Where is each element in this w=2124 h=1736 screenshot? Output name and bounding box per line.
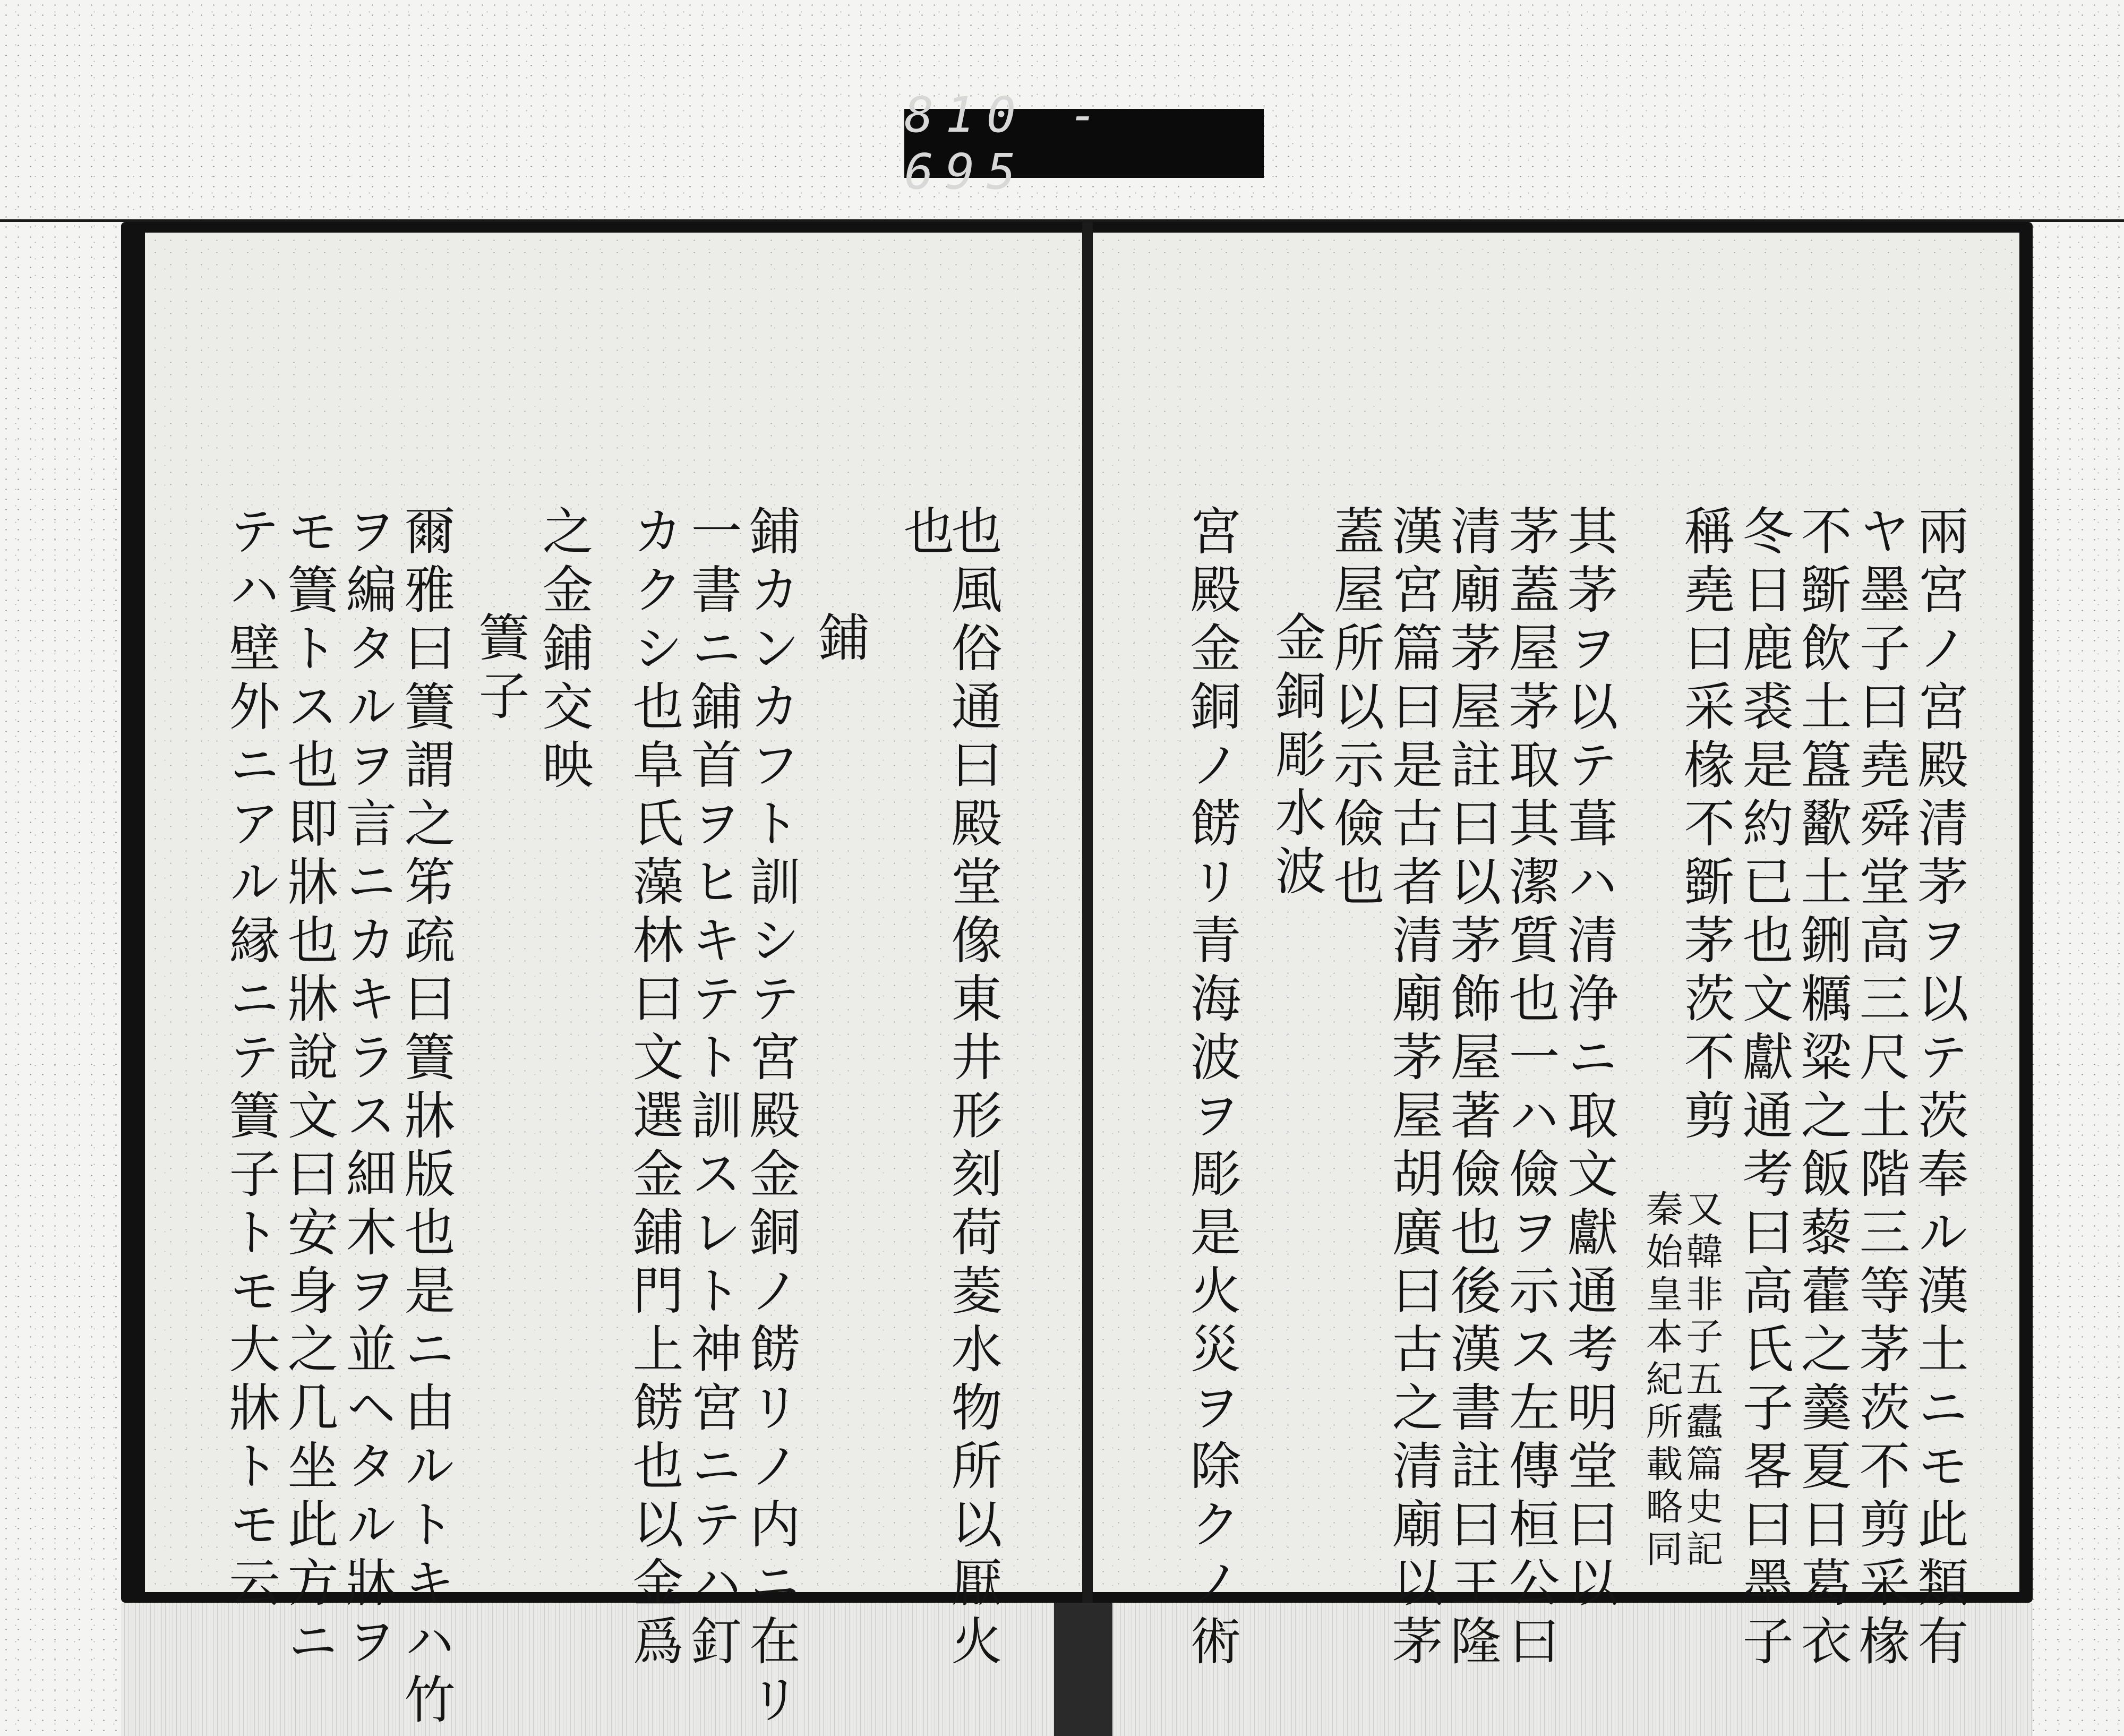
right-note-a: 又韓非子五蠹篇史記: [1680, 1190, 1724, 1572]
right-line-5: 稱堯曰采椽不斵茅茨不剪: [1676, 504, 1735, 1147]
left-line-2: 也風俗通曰殿堂像東井形刻荷菱水物所以厭火: [943, 504, 1003, 1673]
left-line-10: テハ壁外ニアル縁ニテ簀子トモ大牀トモ云: [221, 504, 280, 1614]
left-line-8: ヲ編タルヲ言ニカキラス細木ヲ並ヘタル牀ヲ: [338, 504, 397, 1673]
right-line-9: 漢宮篇曰是古者清廟茅屋胡廣曰古之清廟以茅: [1384, 504, 1443, 1673]
archive-number: 810 - 695: [904, 87, 1110, 200]
left-line-3: 鋪カンカフト訓シテ宮殿金銅ノ餝リノ内ニ在リ: [741, 504, 801, 1731]
left-line-1: 也: [895, 504, 955, 563]
archive-number-label: [904, 87, 1264, 200]
left-line-7: 爾雅曰簀謂之笫疏曰簀牀版也是ニ由ルトキハ竹: [396, 504, 456, 1731]
spine-bottom: [1054, 1603, 1112, 1736]
right-line-8: 清廟茅屋註曰以茅飾屋著儉也後漢書註曰王隆: [1442, 504, 1502, 1673]
right-line-6: 其茅ヲ以テ葺ハ清浄ニ取文獻通考明堂曰以: [1559, 504, 1618, 1614]
right-line-2: ヤ墨子曰堯舜堂高三尺土階三等茅茨不剪采椽: [1851, 504, 1911, 1673]
left-line-5: カクシ也阜氏藻林曰文選金鋪門上餝也以金爲: [624, 504, 684, 1673]
left-heading-sunoko: 簀子: [470, 611, 530, 728]
right-line-10: 蓋屋所以示儉也: [1325, 504, 1385, 913]
left-line-9: モ簀トス也即牀也牀說文曰安身之几坐此方ニ: [279, 504, 339, 1673]
left-line-4: 一書ニ鋪首ヲヒキテト訓スレト神宮ニテハ釘: [683, 504, 742, 1673]
left-heading-ho: 鋪: [810, 611, 870, 669]
right-note-b: 秦始皇本紀所載略同: [1640, 1190, 1683, 1572]
gutter: [1082, 222, 1093, 1603]
left-line-6: 之金鋪交映: [534, 504, 594, 797]
right-line-3: 不斵飲土簋歠土鉶糲粱之飯藜藿之羹夏日葛衣: [1793, 504, 1852, 1673]
right-heading-kindou: 金銅彫水波: [1267, 611, 1326, 903]
right-line-1: 兩宮ノ宮殿清茅ヲ以テ茨奉ル漢土ニモ此類有: [1909, 504, 1969, 1673]
right-line-11: 宮殿金銅ノ餝リ青海波ヲ彫是火災ヲ除クノ術: [1182, 504, 1241, 1673]
right-line-7: 茅蓋屋茅取其潔質也一ハ儉ヲ示ス左傳桓公曰: [1501, 504, 1560, 1673]
right-line-4: 冬日鹿裘是約已也文獻通考曰高氏子畧曰墨子: [1734, 504, 1794, 1673]
